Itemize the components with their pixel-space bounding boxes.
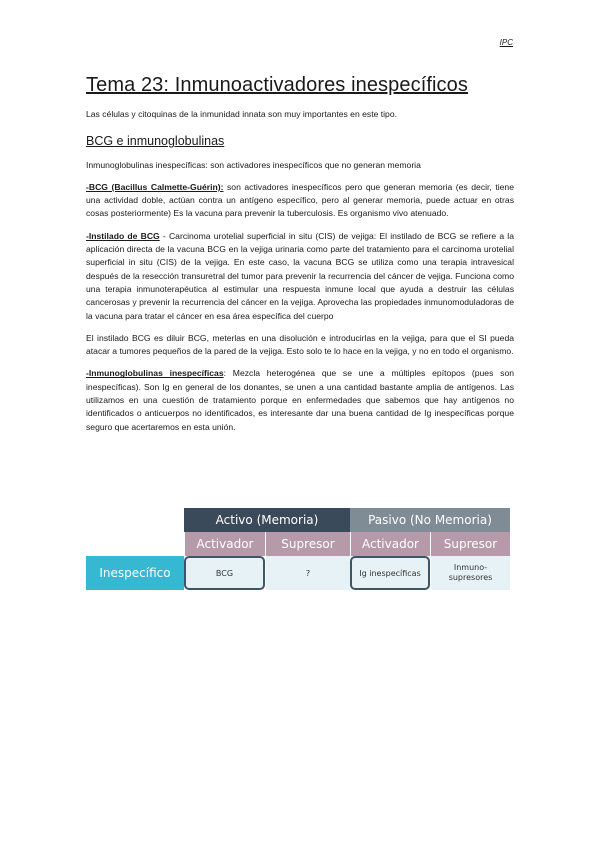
table-row <box>86 556 510 590</box>
page-title: Tema 23: Inmunoactivadores inespecíficos <box>86 74 468 96</box>
cell-ig-inespecificas: Ig inespecíficas <box>350 556 430 590</box>
cell-inmunosupresores <box>430 556 510 590</box>
header-pasivo: Pasivo (No Memoria) <box>350 508 510 532</box>
subheader-supresor-1: Supresor <box>265 532 350 556</box>
table-header-row <box>86 508 510 532</box>
paragraph-bcg <box>86 181 514 221</box>
paragraph-ig-inespecificas <box>86 367 514 433</box>
subheader-activador-2: Activador <box>350 532 430 556</box>
ig-lead: -Inmunoglobulinas inespecíficas <box>86 368 224 379</box>
subheader-supresor-2: Supresor <box>430 532 510 556</box>
cell-unknown: ? <box>265 556 350 590</box>
cell-inmunosupresores-line1: Inmuno- <box>453 563 488 572</box>
classification-table <box>86 508 510 590</box>
bcg-lead: -BCG (Bacillus Calmette-Guérin): <box>86 181 224 192</box>
intro-paragraph: Las células y citoquinas de la inmunidad innata son muy importantes en este tipo. <box>86 109 397 119</box>
subheader-activador-1: Activador <box>184 532 265 556</box>
bcg-text: son activadores inespecíficos pero que generan memoria (es decir, tiene una actividad doble, actúan contra un antígeno específico, pero al generar memoria, puede actuar en otras cosas posteriormente) Es la vacuna para prevenir la tuberculosis. Es organismo vivo atenuado. <box>86 181 514 219</box>
instilado-lead: -Instilado de BCG <box>86 230 160 241</box>
table-corner-2 <box>86 532 184 556</box>
paragraph-immunoglobulins: Inmunoglobulinas inespecíficas: son activadores inespecíficos que no generan memoria <box>86 159 421 170</box>
header-activo: Activo (Memoria) <box>184 508 350 532</box>
table-corner <box>86 508 184 532</box>
table-subheader-row <box>86 532 510 556</box>
paragraph-instilado-explanation: El instilado BCG es diluir BCG, meterlas en una disolución e introducirlas en la vejiga, para que el SI pueda atacar a tumores pequeños de la pared de la vejiga. Esto solo te lo hace en la vejiga, y no en todo el organismo. <box>86 332 514 357</box>
cell-inmunosupresores-line2: supresores <box>448 573 493 582</box>
document-body <box>86 108 514 434</box>
section-heading: BCG e inmunoglobulinas <box>86 134 225 149</box>
ig-text: : Mezcla heterogénea que se une a múltiples epítopos (pues son inespecíficas). Son Ig en general de los donantes, se unen a una cantidad bastante amplia de antígenos. Las utilizamos en una cuestión de tratamiento porque en enfermedades que sabemos que hay antígenos no identificados o anticuerpos no identificados, es interesante dar una buena cantidad de Ig inespecíficas porque seguro que acertaremos en esta unión. <box>86 368 515 432</box>
instilado-text: - Carcinoma urotelial superficial in situ (CIS) de vejiga: El instilado de BCG se refiere a la aplicación directa de la vacuna BCG en la vejiga urinaria como parte del tratamiento para el carcinoma urotelial superficial in situ (CIS) de la vejiga. En este caso, la vacuna BCG se utiliza como una terapia intravesical después de la resección transuretral del tumor para prevenir la recurrencia del cáncer de vejiga. Funciona como una terapia inmunoterapéutica al estimular una respuesta inmune local que ayuda a destruir las células cancerosas y prevenir la recurrencia del cáncer en la vejiga. Aprovecha las propiedades inmunomoduladoras de la vacuna para tratar el cáncer en esa área específica del cuerpo <box>86 230 514 321</box>
paragraph-instilado <box>86 230 514 323</box>
row-label-inespecifico: Inespecífico <box>86 556 184 590</box>
header-tag: IPC <box>499 38 513 47</box>
cell-bcg: BCG <box>184 556 265 590</box>
